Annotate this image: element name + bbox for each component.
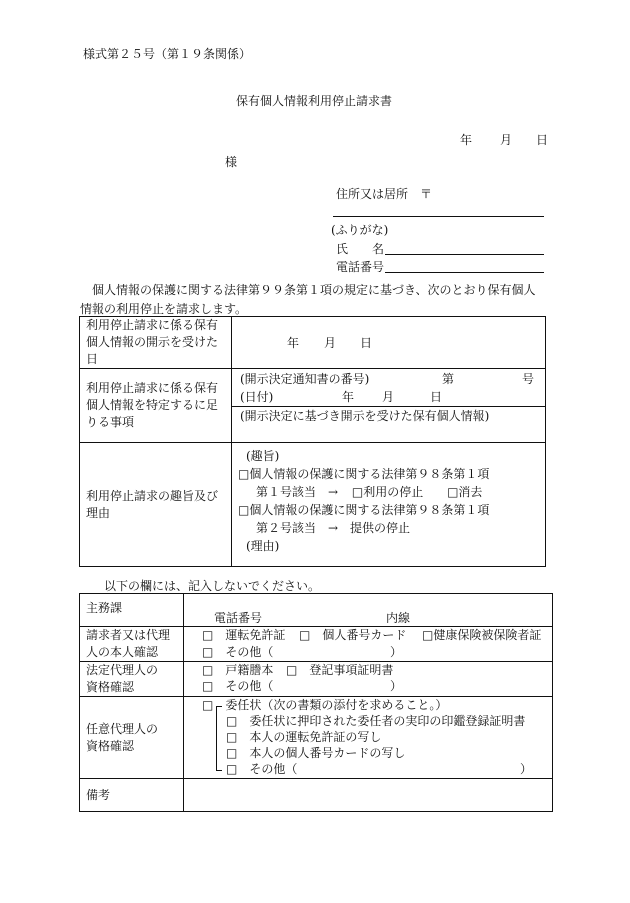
date-day: 日	[536, 133, 549, 147]
identity-field: □ 運転免許証 □ 個人番号カード □ 健康保険被保険者証 □ その他（ ）	[184, 627, 553, 662]
checkbox-seal-certificate[interactable]	[226, 714, 237, 728]
checkbox-stop-use[interactable]	[352, 485, 363, 499]
checkbox-registry-certificate[interactable]	[286, 663, 297, 677]
address-label: 住所又は居所	[336, 187, 409, 201]
request-table	[79, 316, 546, 567]
notice-number-field[interactable]: (開示決定通知書の番号) 第 号 (日付) 年 月 日	[232, 369, 546, 407]
date-year: 年	[460, 133, 473, 147]
row-label-identification: 利用停止請求に係る保有 個人情報を特定するに足 りる事項	[80, 369, 232, 443]
phone-underline	[385, 272, 544, 273]
checkbox-icon[interactable]	[238, 503, 249, 517]
office-row-section	[80, 594, 553, 627]
row-label-purpose: 利用停止請求の趣旨及び 理由	[80, 443, 232, 567]
voluntary-rep-label: 任意代理人の 資格確認	[80, 697, 184, 779]
form-number: 様式第２５号（第１９条関係）	[83, 47, 252, 61]
name-label-1: 氏	[336, 242, 349, 256]
addressee-suffix: 様	[225, 155, 238, 169]
checkbox-identity-other[interactable]	[202, 645, 213, 659]
intro-text-line1: 個人情報の保護に関する法律第９９条第１項の規定に基づき、次のとおり保有個人	[92, 283, 536, 297]
name-underline	[385, 254, 544, 255]
table-row-purpose	[80, 443, 546, 567]
row-label-disclosure-date: 利用停止請求に係る保有 個人情報の開示を受けた 日	[80, 317, 232, 369]
purpose-item-2[interactable]: □ 個人情報の保護に関する法律第９８条第１項	[238, 501, 545, 519]
date-month: 月	[500, 133, 513, 147]
checkbox-mynumber-card[interactable]	[299, 628, 310, 642]
postal-mark: 〒	[420, 187, 433, 201]
checkbox-icon[interactable]	[238, 467, 249, 481]
section-label: 主務課	[80, 594, 184, 627]
page-title: 保有個人情報利用停止請求書	[236, 94, 393, 108]
checkbox-legal-other[interactable]	[202, 679, 213, 693]
office-row-voluntary-rep	[80, 697, 553, 779]
office-row-identity	[80, 627, 553, 662]
identity-label: 請求者又は代理 人の本人確認	[80, 627, 184, 662]
office-note: 以下の欄には、記入しないでください。	[104, 579, 321, 593]
checkbox-license-copy[interactable]	[226, 730, 237, 744]
table-row-disclosure-date	[80, 317, 546, 369]
office-use-table	[79, 593, 553, 812]
voluntary-rep-field: □ 委任状（次の書類の添付を求めること。） □ 委任状に押印された委任者の実印の印鑑登録証明書 □ 本人の運転免許証の写し □ 本人の個人番号カードの写し □ その他（ ）	[184, 697, 553, 779]
table-row-identification	[80, 369, 546, 407]
name-label-2: 名	[372, 242, 385, 256]
furigana-label: (ふりがな)	[331, 223, 389, 237]
checkbox-voluntary-other[interactable]	[226, 762, 237, 776]
checkbox-mynumber-copy[interactable]	[226, 746, 237, 760]
disclosure-date-field[interactable]: 年 月 日	[232, 317, 546, 369]
remarks-label: 備考	[80, 779, 184, 812]
checkbox-delete[interactable]	[447, 485, 458, 499]
checkbox-drivers-license[interactable]	[202, 628, 213, 642]
remarks-field[interactable]	[184, 779, 553, 812]
bracket-decoration	[216, 706, 222, 771]
checkbox-health-insurance[interactable]	[422, 628, 433, 642]
intro-text-line2: 情報の利用停止を請求します。	[80, 302, 248, 316]
phone-label: 電話番号	[336, 260, 385, 274]
purpose-item-1[interactable]: □ 個人情報の保護に関する法律第９８条第１項	[238, 465, 545, 483]
office-row-legal-rep	[80, 662, 553, 697]
checkbox-power-of-attorney[interactable]	[202, 698, 213, 712]
section-field: 電話番号 内線	[184, 594, 553, 627]
checkbox-family-register[interactable]	[202, 663, 213, 677]
legal-rep-label: 法定代理人の 資格確認	[80, 662, 184, 697]
purpose-field: (趣旨) □ 個人情報の保護に関する法律第９８条第１項 第１号該当 → □ 利用の停止 □ 消去 □ 個人情報の保護に関する法律第９８条第１項 第２号該当 → 提供の停止 (理由)	[232, 443, 546, 567]
office-row-remarks	[80, 779, 553, 812]
legal-rep-field: □ 戸籍謄本 □ 登記事項証明書 □ その他（ ）	[184, 662, 553, 697]
disclosed-info-field[interactable]: (開示決定に基づき開示を受けた保有個人情報)	[232, 407, 546, 443]
address-underline	[333, 216, 544, 217]
